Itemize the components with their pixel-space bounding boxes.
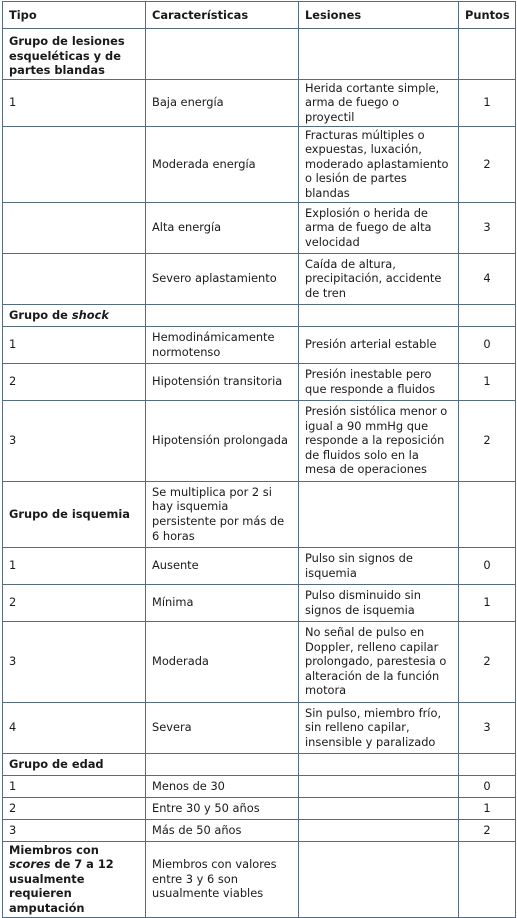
cell-puntos: 1	[459, 584, 516, 621]
table-row	[3, 400, 516, 481]
cell-lesiones: Pulso sin signos de isquemia	[299, 547, 459, 584]
group-row	[3, 481, 516, 547]
cell-puntos: 2	[459, 819, 516, 841]
cell-caracteristicas	[146, 753, 299, 775]
cell-tipo: 2	[3, 797, 146, 819]
cell-caracteristicas: Baja energía	[146, 79, 299, 126]
table-row	[3, 126, 516, 202]
cell-puntos: 2	[459, 126, 516, 202]
group-row	[3, 29, 516, 80]
cell-puntos: 0	[459, 326, 516, 363]
cell-puntos: 0	[459, 547, 516, 584]
table-row	[3, 797, 516, 819]
cell-lesiones: No señal de pulso en Doppler, relleno capilar prolongado, parestesia o alteración de la función motora	[299, 621, 459, 702]
table-row	[3, 363, 516, 400]
header-caracteristicas: Características	[146, 2, 299, 29]
cell-caracteristicas: Ausente	[146, 547, 299, 584]
header-row	[3, 2, 516, 29]
header-puntos: Puntos	[459, 2, 516, 29]
cell-lesiones	[299, 775, 459, 797]
cell-lesiones: Presión sistólica menor o igual a 90 mmHg que responde a la reposición de fluidos solo en la mesa de operaciones	[299, 400, 459, 481]
cell-tipo-emphasis: shock	[71, 307, 109, 322]
cell-caracteristicas	[146, 29, 299, 80]
cell-tipo: Grupo de isquemia	[3, 481, 146, 547]
cell-tipo: 3	[3, 400, 146, 481]
cell-caracteristicas: Severo aplastamiento	[146, 253, 299, 304]
group-row	[3, 753, 516, 775]
cell-tipo	[3, 841, 146, 917]
cell-puntos: 4	[459, 253, 516, 304]
cell-lesiones: Herida cortante simple, arma de fuego o proyectil	[299, 79, 459, 126]
cell-caracteristicas: Alta energía	[146, 202, 299, 253]
table-row	[3, 547, 516, 584]
group-row	[3, 841, 516, 917]
cell-tipo	[3, 202, 146, 253]
cell-tipo: 1	[3, 775, 146, 797]
cell-puntos: 3	[459, 202, 516, 253]
cell-puntos: 2	[459, 400, 516, 481]
cell-caracteristicas: Miembros con valores entre 3 y 6 son usualmente viables	[146, 841, 299, 917]
cell-puntos: 3	[459, 702, 516, 753]
cell-tipo: 1	[3, 547, 146, 584]
cell-puntos: 2	[459, 621, 516, 702]
cell-lesiones: Pulso disminuido sin signos de isquemia	[299, 584, 459, 621]
cell-tipo-text: Miembros con	[9, 842, 99, 857]
table-row	[3, 819, 516, 841]
cell-caracteristicas: Hipotensión prolongada	[146, 400, 299, 481]
table-row	[3, 253, 516, 304]
cell-caracteristicas: Severa	[146, 702, 299, 753]
cell-puntos: 0	[459, 775, 516, 797]
cell-puntos: 1	[459, 79, 516, 126]
cell-lesiones: Fracturas múltiples o expuestas, luxación, moderado aplastamiento o lesión de partes blandas	[299, 126, 459, 202]
cell-caracteristicas: Moderada energía	[146, 126, 299, 202]
table-row	[3, 584, 516, 621]
header-lesiones: Lesiones	[299, 2, 459, 29]
table-row	[3, 621, 516, 702]
cell-tipo	[3, 253, 146, 304]
cell-lesiones	[299, 304, 459, 326]
cell-puntos	[459, 304, 516, 326]
cell-caracteristicas: Hipotensión transitoria	[146, 363, 299, 400]
cell-lesiones	[299, 481, 459, 547]
cell-tipo	[3, 126, 146, 202]
header-tipo: Tipo	[3, 2, 146, 29]
table-row	[3, 202, 516, 253]
cell-tipo-text: de 7 a 12 usualmente requieren amputación	[9, 857, 114, 915]
cell-tipo: 2	[3, 584, 146, 621]
cell-lesiones	[299, 29, 459, 80]
cell-tipo: 1	[3, 79, 146, 126]
cell-lesiones	[299, 819, 459, 841]
cell-tipo	[3, 304, 146, 326]
cell-lesiones	[299, 841, 459, 917]
mess-score-table	[2, 1, 516, 918]
cell-caracteristicas: Menos de 30	[146, 775, 299, 797]
cell-tipo: 3	[3, 621, 146, 702]
table-row	[3, 775, 516, 797]
cell-lesiones: Sin pulso, miembro frío, sin relleno capilar, insensible y paralizado	[299, 702, 459, 753]
cell-caracteristicas: Mínima	[146, 584, 299, 621]
cell-tipo: 3	[3, 819, 146, 841]
cell-puntos	[459, 481, 516, 547]
cell-puntos	[459, 841, 516, 917]
table-row	[3, 326, 516, 363]
cell-caracteristicas	[146, 304, 299, 326]
cell-puntos	[459, 29, 516, 80]
table-body	[3, 29, 516, 918]
cell-tipo-text: Grupo de	[9, 307, 72, 322]
cell-tipo: Grupo de edad	[3, 753, 146, 775]
cell-tipo: 1	[3, 326, 146, 363]
cell-tipo: 4	[3, 702, 146, 753]
cell-caracteristicas: Hemodinámicamente normotenso	[146, 326, 299, 363]
cell-lesiones: Caída de altura, precipitación, accidente de tren	[299, 253, 459, 304]
cell-lesiones	[299, 797, 459, 819]
cell-tipo: Grupo de lesiones esqueléticas y de partes blandas	[3, 29, 146, 80]
cell-caracteristicas: Se multiplica por 2 si hay isquemia persistente por más de 6 horas	[146, 481, 299, 547]
cell-puntos: 1	[459, 363, 516, 400]
cell-caracteristicas: Moderada	[146, 621, 299, 702]
cell-caracteristicas: Entre 30 y 50 años	[146, 797, 299, 819]
cell-puntos: 1	[459, 797, 516, 819]
cell-lesiones: Explosión o herida de arma de fuego de alta velocidad	[299, 202, 459, 253]
cell-puntos	[459, 753, 516, 775]
table-row	[3, 79, 516, 126]
cell-lesiones	[299, 753, 459, 775]
cell-caracteristicas: Más de 50 años	[146, 819, 299, 841]
cell-lesiones: Presión inestable pero que responde a fluidos	[299, 363, 459, 400]
cell-tipo: 2	[3, 363, 146, 400]
group-row	[3, 304, 516, 326]
table-row	[3, 702, 516, 753]
cell-lesiones: Presión arterial estable	[299, 326, 459, 363]
cell-tipo-emphasis: scores	[9, 857, 51, 872]
